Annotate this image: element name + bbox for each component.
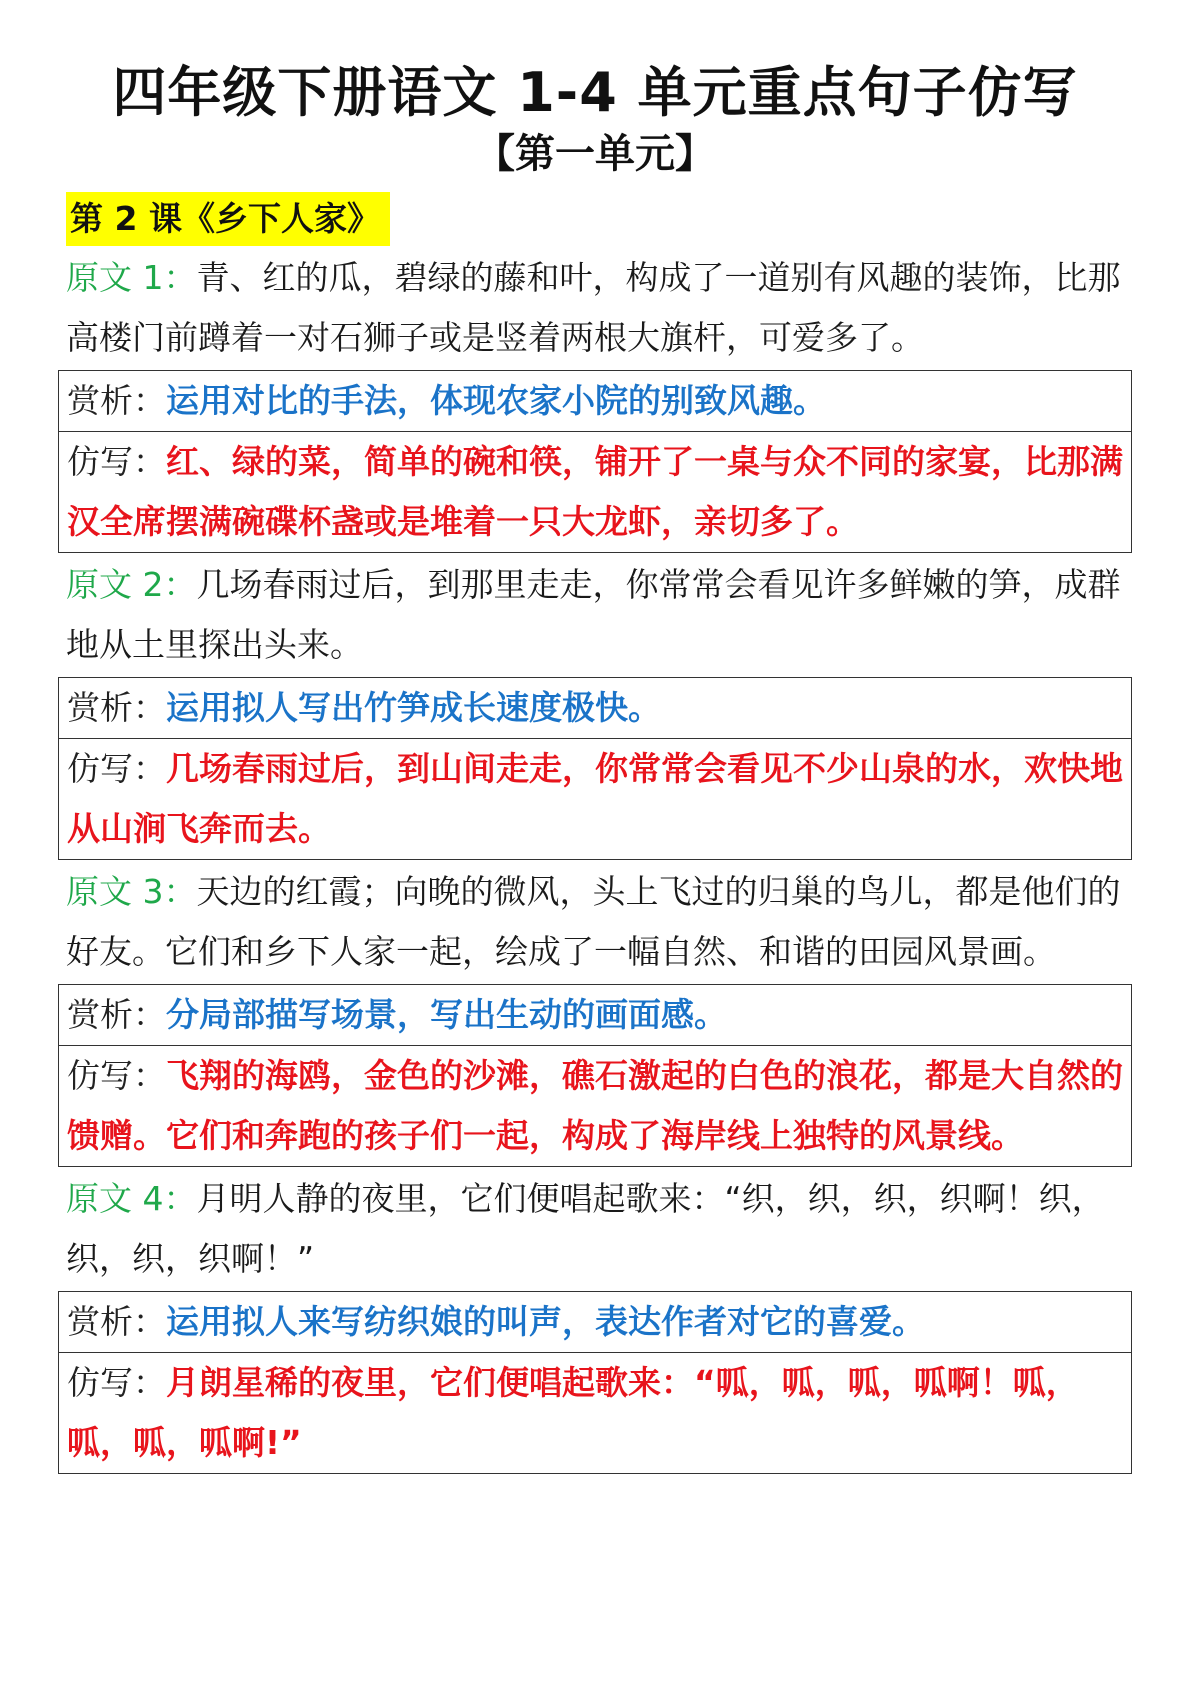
imitation-label-2: 仿写： (67, 749, 166, 788)
analysis-content-4: 运用拟人来写纺织娘的叫声，表达作者对它的喜爱。 (166, 1302, 925, 1341)
lesson-heading: 第 2 课《乡下人家》 (66, 192, 390, 246)
original-text-3 (58, 862, 1132, 982)
imitation-content-4: 月朗星稀的夜里，它们便唱起歌来：“呱，呱，呱，呱啊！呱，呱，呱，呱啊!” (67, 1363, 1079, 1462)
original-text-2 (58, 555, 1132, 675)
original-content-4: 月明人静的夜里，它们便唱起歌来：“织，织，织，织啊！织，织，织，织啊！” (66, 1179, 1105, 1278)
analysis-label-4: 赏析： (67, 1302, 166, 1341)
imitation-content-3: 飞翔的海鸥，金色的沙滩，礁石激起的白色的浪花，都是大自然的馈赠。它们和奔跑的孩子们一起，构成了海岸线上独特的风景线。 (67, 1056, 1123, 1155)
original-label-2: 原文 2： (66, 565, 197, 604)
imitation-label-1: 仿写： (67, 442, 166, 481)
imitation-row-1 (59, 431, 1131, 552)
original-content-2: 几场春雨过后，到那里走走，你常常会看见许多鲜嫩的笋，成群地从土里探出头来。 (66, 565, 1121, 664)
analysis-label-2: 赏析： (67, 688, 166, 727)
original-label-3: 原文 3： (66, 872, 197, 911)
analysis-content-3: 分局部描写场景，写出生动的画面感。 (166, 995, 727, 1034)
original-label-1: 原文 1： (66, 258, 197, 297)
analysis-box-2 (58, 677, 1132, 860)
analysis-row-4 (59, 1292, 1131, 1352)
imitation-content-2: 几场春雨过后，到山间走走，你常常会看见不少山泉的水，欢快地从山涧飞奔而去。 (67, 749, 1123, 848)
analysis-box-3 (58, 984, 1132, 1167)
analysis-row-3 (59, 985, 1131, 1045)
analysis-label-3: 赏析： (67, 995, 166, 1034)
page-title: 四年级下册语文 1-4 单元重点句子仿写 (112, 61, 1078, 124)
analysis-content-2: 运用拟人写出竹笋成长速度极快。 (166, 688, 661, 727)
original-text-1 (58, 248, 1132, 368)
unit-heading: 【第一单元】 (475, 131, 715, 177)
imitation-label-4: 仿写： (67, 1363, 166, 1402)
analysis-row-2 (59, 678, 1131, 738)
imitation-row-2 (59, 738, 1131, 859)
analysis-label-1: 赏析： (67, 381, 166, 420)
imitation-content-1: 红、绿的菜，简单的碗和筷，铺开了一桌与众不同的家宴，比那满汉全席摆满碗碟杯盏或是堆着一只大龙虾，亲切多了。 (67, 442, 1123, 541)
analysis-box-1 (58, 370, 1132, 553)
imitation-label-3: 仿写： (67, 1056, 166, 1095)
original-content-3: 天边的红霞；向晚的微风，头上飞过的归巢的鸟儿，都是他们的好友。它们和乡下人家一起，绘成了一幅自然、和谐的田园风景画。 (66, 872, 1121, 971)
original-text-4 (58, 1169, 1132, 1289)
imitation-row-4 (59, 1352, 1131, 1473)
analysis-row-1 (59, 371, 1131, 431)
original-label-4: 原文 4： (66, 1179, 197, 1218)
original-content-1: 青、红的瓜，碧绿的藤和叶，构成了一道别有风趣的装饰，比那高楼门前蹲着一对石狮子或是竖着两根大旗杆，可爱多了。 (66, 258, 1121, 357)
imitation-row-3 (59, 1045, 1131, 1166)
analysis-content-1: 运用对比的手法，体现农家小院的别致风趣。 (166, 381, 826, 420)
analysis-box-4 (58, 1291, 1132, 1474)
